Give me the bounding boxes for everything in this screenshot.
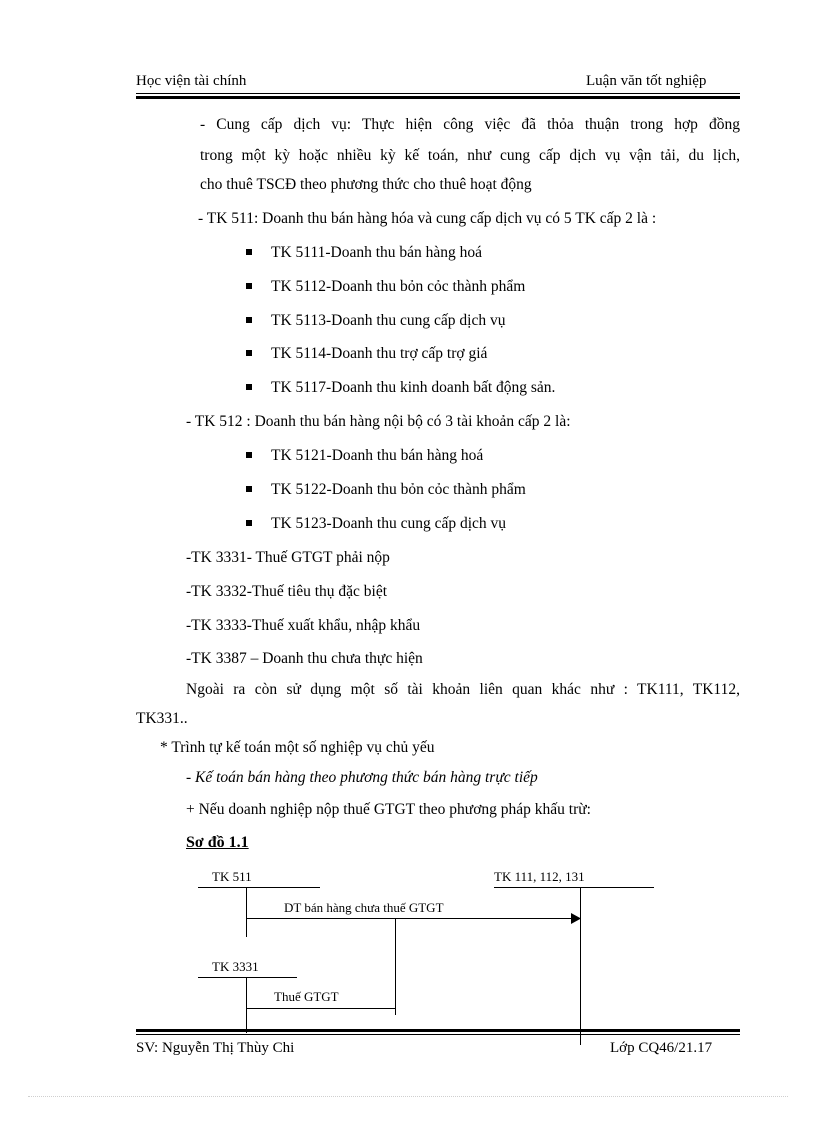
- bullet-icon: [246, 317, 252, 323]
- list-item: TK 5111-Doanh thu bán hàng hoá: [271, 244, 483, 261]
- tk511-intro: - TK 511: Doanh thu bán hàng hóa và cung cấp dịch vụ có 5 TK cấp 2 là :: [198, 210, 657, 227]
- tk3331-t-bar: [198, 977, 297, 978]
- tk3387-line: -TK 3387 – Doanh thu chưa thực hiện: [186, 650, 423, 667]
- list-item: TK 5123-Doanh thu cung cấp dịch vụ: [271, 515, 507, 532]
- footer-rule-thin: [136, 1034, 740, 1035]
- diagram-tk3331-label: TK 3331: [212, 959, 259, 974]
- bullet-icon: [246, 520, 252, 526]
- header-rule-thin: [136, 93, 740, 94]
- bullet-icon: [246, 350, 252, 356]
- page-bottom-dotted-border: [28, 1096, 788, 1097]
- header-rule-thick: [136, 96, 740, 99]
- other-accounts-line1: Ngoài ra còn sử dụng một số tài khoản liên quan khác như : TK111, TK112,: [186, 681, 740, 698]
- diagram-tk111-label: TK 111, 112, 131: [494, 869, 585, 884]
- bullet-icon: [246, 486, 252, 492]
- paragraph-service-line1: - Cung cấp dịch vụ: Thực hiện công việc đã thỏa thuận trong hợp đồng: [200, 116, 740, 133]
- vat-method-line: + Nếu doanh nghiệp nộp thuế GTGT theo phương pháp khấu trừ:: [186, 801, 591, 818]
- tk3331-stem: [246, 977, 247, 1033]
- other-accounts-line2: TK331..: [136, 710, 188, 727]
- dt-sales-label: DT bán hàng chưa thuế GTGT: [284, 900, 444, 915]
- paragraph-service-line3: cho thuê TSCĐ theo phương thức cho thuê hoạt động: [200, 176, 532, 193]
- bullet-icon: [246, 384, 252, 390]
- list-item: TK 5121-Doanh thu bán hàng hoá: [271, 447, 484, 464]
- diagram-title: Sơ đồ 1.1: [186, 834, 249, 851]
- dt-arrow-line: [247, 918, 573, 919]
- list-item: TK 5114-Doanh thu trợ cấp trợ giá: [271, 345, 488, 362]
- bullet-icon: [246, 249, 252, 255]
- direct-sales-heading: - Kế toán bán hàng theo phương thức bán hàng trực tiếp: [186, 769, 538, 786]
- vat-label: Thuế GTGT: [274, 989, 339, 1004]
- vat-connector-vertical: [395, 918, 396, 1015]
- tk511-stem: [246, 887, 247, 937]
- footer-left: SV: Nguyễn Thị Thùy Chi: [136, 1040, 295, 1056]
- tk3333-line: -TK 3333-Thuế xuất khẩu, nhập khẩu: [186, 617, 421, 634]
- footer-right: Lớp CQ46/21.17: [610, 1040, 713, 1056]
- sequence-heading: * Trình tự kế toán một số nghiệp vụ chủ yếu: [160, 739, 435, 756]
- tk111-t-bar: [494, 887, 654, 888]
- list-item: TK 5122-Doanh thu bỏn cỏc thành phẩm: [271, 481, 526, 498]
- bullet-icon: [246, 452, 252, 458]
- list-item: TK 5112-Doanh thu bỏn cỏc thành phẩm: [271, 278, 526, 295]
- header-left: Học viện tài chính: [136, 73, 247, 89]
- tk511-t-bar: [198, 887, 320, 888]
- arrow-right-icon: [571, 913, 581, 924]
- diagram-tk511-label: TK 511: [212, 869, 252, 884]
- tk111-stem: [580, 887, 581, 1045]
- bullet-icon: [246, 283, 252, 289]
- vat-line: [247, 1008, 396, 1009]
- tk3332-line: -TK 3332-Thuế tiêu thụ đặc biệt: [186, 583, 388, 600]
- footer-rule-thick: [136, 1029, 740, 1032]
- header-right: Luận văn tốt nghiệp: [586, 73, 707, 89]
- tk3331-line: -TK 3331- Thuế GTGT phải nộp: [186, 549, 390, 566]
- paragraph-service-line2: trong một kỳ hoặc nhiều kỳ kế toán, như cung cấp dịch vụ vận tải, du lịch,: [200, 147, 740, 164]
- list-item: TK 5113-Doanh thu cung cấp dịch vụ: [271, 312, 506, 329]
- list-item: TK 5117-Doanh thu kinh doanh bất động sản.: [271, 379, 556, 396]
- tk512-intro: - TK 512 : Doanh thu bán hàng nội bộ có 3 tài khoản cấp 2 là:: [186, 413, 571, 430]
